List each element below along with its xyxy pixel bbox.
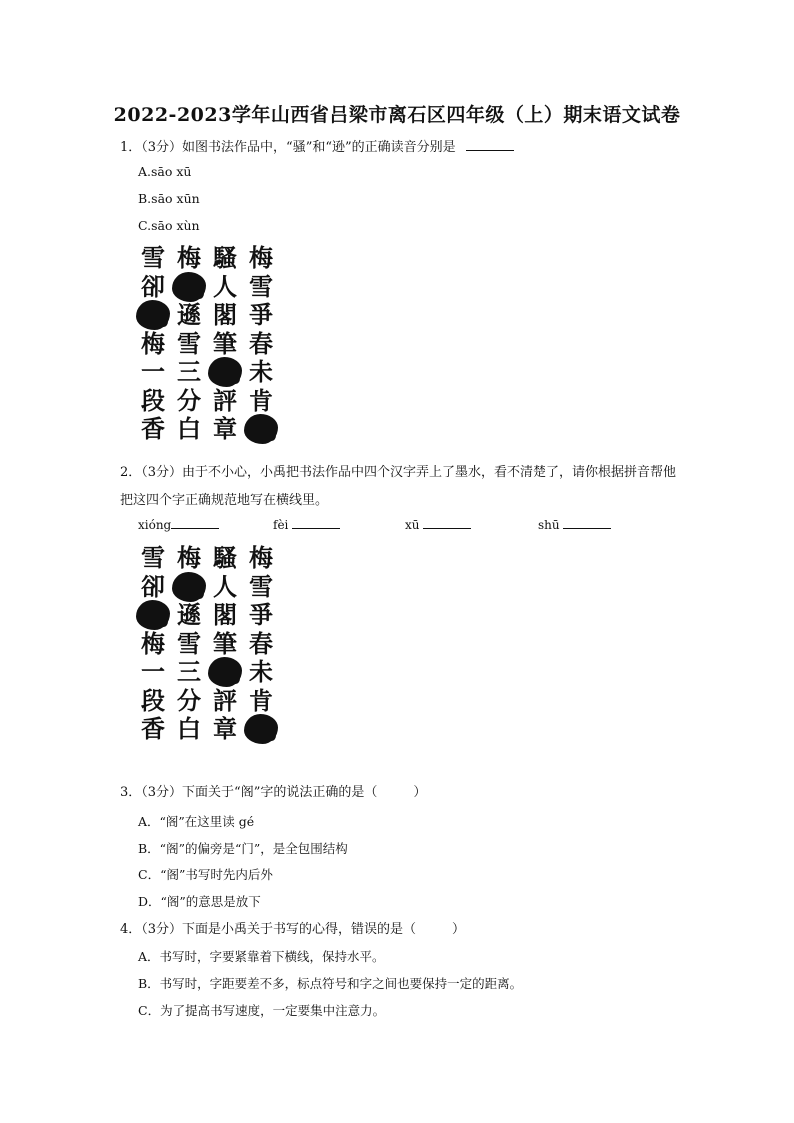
pinyin-blank-3[interactable] <box>405 515 471 532</box>
calligraphy-char: 閣 <box>213 300 237 329</box>
ink-blot <box>172 572 206 602</box>
q1-option-b[interactable]: B.sāo xūn <box>138 191 200 206</box>
calligraphy-char: 遜 <box>177 600 201 629</box>
calligraphy-char: 雪 <box>177 628 201 658</box>
calligraphy-char: 章 <box>213 414 237 443</box>
answer-blank[interactable] <box>292 515 340 529</box>
pinyin-blank-4[interactable] <box>538 515 611 532</box>
calligraphy-char: 評 <box>213 685 237 715</box>
q1-option-c[interactable]: C.sāo xùn <box>138 218 200 233</box>
ink-blot <box>244 414 278 444</box>
answer-blank[interactable] <box>423 515 471 529</box>
question-3-text: 3．（3分）下面关于“阁”字的说法正确的是（ <box>120 785 378 800</box>
calligraphy-char: 遜 <box>177 300 201 329</box>
pinyin-blank-2[interactable] <box>273 515 340 532</box>
question-1-text: 1．（3分）如图书法作品中，“骚”和“逊”的正确读音分别是 <box>120 140 456 155</box>
calligraphy-char: 肯 <box>249 685 273 715</box>
calligraphy-char: 香 <box>141 414 165 443</box>
calligraphy-char: 春 <box>249 628 273 658</box>
calligraphy-char: 白 <box>177 714 201 743</box>
pinyin-label: xióng <box>138 518 172 532</box>
ink-blot <box>208 357 242 387</box>
q3-option-c[interactable]: C．“阁”书写时先内后外 <box>138 867 273 882</box>
calligraphy-char: 肯 <box>249 385 273 415</box>
pinyin-blank-1[interactable] <box>138 515 219 532</box>
calligraphy-char: 卻 <box>141 571 165 601</box>
calligraphy-char: 人 <box>213 271 237 301</box>
calligraphy-char: 未 <box>249 657 273 686</box>
question-2: 2．（3分）由于不小心，小禹把书法作品中四个汉字弄上了墨水，看不清楚了，请你根据拼音帮他把这四个字正确规范地写在横线里。 <box>120 465 677 508</box>
ink-blot <box>172 272 206 302</box>
calligraphy-char: 梅 <box>249 543 273 572</box>
pinyin-label: fèi <box>273 518 289 532</box>
calligraphy-char: 梅 <box>177 243 201 272</box>
ink-blot <box>136 300 170 330</box>
pinyin-label: shū <box>538 518 560 532</box>
calligraphy-char: 評 <box>213 385 237 415</box>
pinyin-label: xū <box>405 518 420 532</box>
q3-option-d[interactable]: D．“阁”的意思是放下 <box>138 894 261 909</box>
calligraphy-char: 雪 <box>249 271 273 301</box>
answer-blank[interactable] <box>171 515 219 529</box>
q4-option-c[interactable]: C．为了提高书写速度，一定要集中注意力。 <box>138 1003 386 1018</box>
q3-option-b[interactable]: B．“阁”的偏旁是“门”，是全包围结构 <box>138 841 348 856</box>
question-4 <box>120 921 465 939</box>
calligraphy-char: 梅 <box>249 243 273 272</box>
calligraphy-char: 筆 <box>213 328 237 358</box>
ink-blot <box>244 714 278 744</box>
calligraphy-char: 分 <box>177 385 201 415</box>
q4-option-a[interactable]: A．书写时，字要紧靠着下横线，保持水平。 <box>138 949 385 964</box>
calligraphy-char: 梅 <box>177 543 201 572</box>
calligraphy-char: 閣 <box>213 600 237 629</box>
calligraphy-char: 雪 <box>141 543 165 572</box>
question-4-text: 4．（3分）下面是小禹关于书写的心得，错误的是（ <box>120 922 417 937</box>
calligraphy-char: 爭 <box>249 600 273 629</box>
calligraphy-char: 三 <box>177 657 201 686</box>
calligraphy-char: 一 <box>141 357 165 386</box>
question-3 <box>120 784 426 802</box>
answer-blank[interactable] <box>563 515 611 529</box>
q3-option-a[interactable]: A．“阁”在这里读 gé <box>138 814 255 829</box>
calligraphy-char: 筆 <box>213 628 237 658</box>
calligraphy-char: 段 <box>141 685 165 715</box>
q4-option-b[interactable]: B．书写时，字距要差不多，标点符号和字之间也要保持一定的距离。 <box>138 976 523 991</box>
page-title: 2022-2023学年山西省吕梁市离石区四年级（上）期末语文试卷 <box>113 104 681 126</box>
calligraphy-image <box>138 543 288 743</box>
calligraphy-char: 一 <box>141 657 165 686</box>
ink-blot <box>208 657 242 687</box>
calligraphy-char: 未 <box>249 357 273 386</box>
calligraphy-char: 分 <box>177 685 201 715</box>
calligraphy-char: 雪 <box>177 328 201 358</box>
question-1 <box>120 137 514 157</box>
calligraphy-char: 白 <box>177 414 201 443</box>
calligraphy-char: 騷 <box>213 543 237 572</box>
calligraphy-char: 雪 <box>249 571 273 601</box>
calligraphy-char: 人 <box>213 571 237 601</box>
calligraphy-char: 春 <box>249 328 273 358</box>
ink-blot <box>136 600 170 630</box>
calligraphy-char: 雪 <box>141 243 165 272</box>
calligraphy-char: 梅 <box>141 628 165 658</box>
calligraphy-char: 三 <box>177 357 201 386</box>
answer-blank[interactable] <box>466 137 514 151</box>
calligraphy-char: 梅 <box>141 328 165 358</box>
calligraphy-char: 章 <box>213 714 237 743</box>
question-3-close: ） <box>413 785 427 800</box>
calligraphy-char: 香 <box>141 714 165 743</box>
calligraphy-char: 卻 <box>141 271 165 301</box>
calligraphy-char: 騷 <box>213 243 237 272</box>
calligraphy-char: 爭 <box>249 300 273 329</box>
calligraphy-image <box>138 243 288 443</box>
calligraphy-char: 段 <box>141 385 165 415</box>
q1-option-a[interactable]: A.sāo xū <box>138 164 192 179</box>
question-4-close: ） <box>452 922 466 937</box>
